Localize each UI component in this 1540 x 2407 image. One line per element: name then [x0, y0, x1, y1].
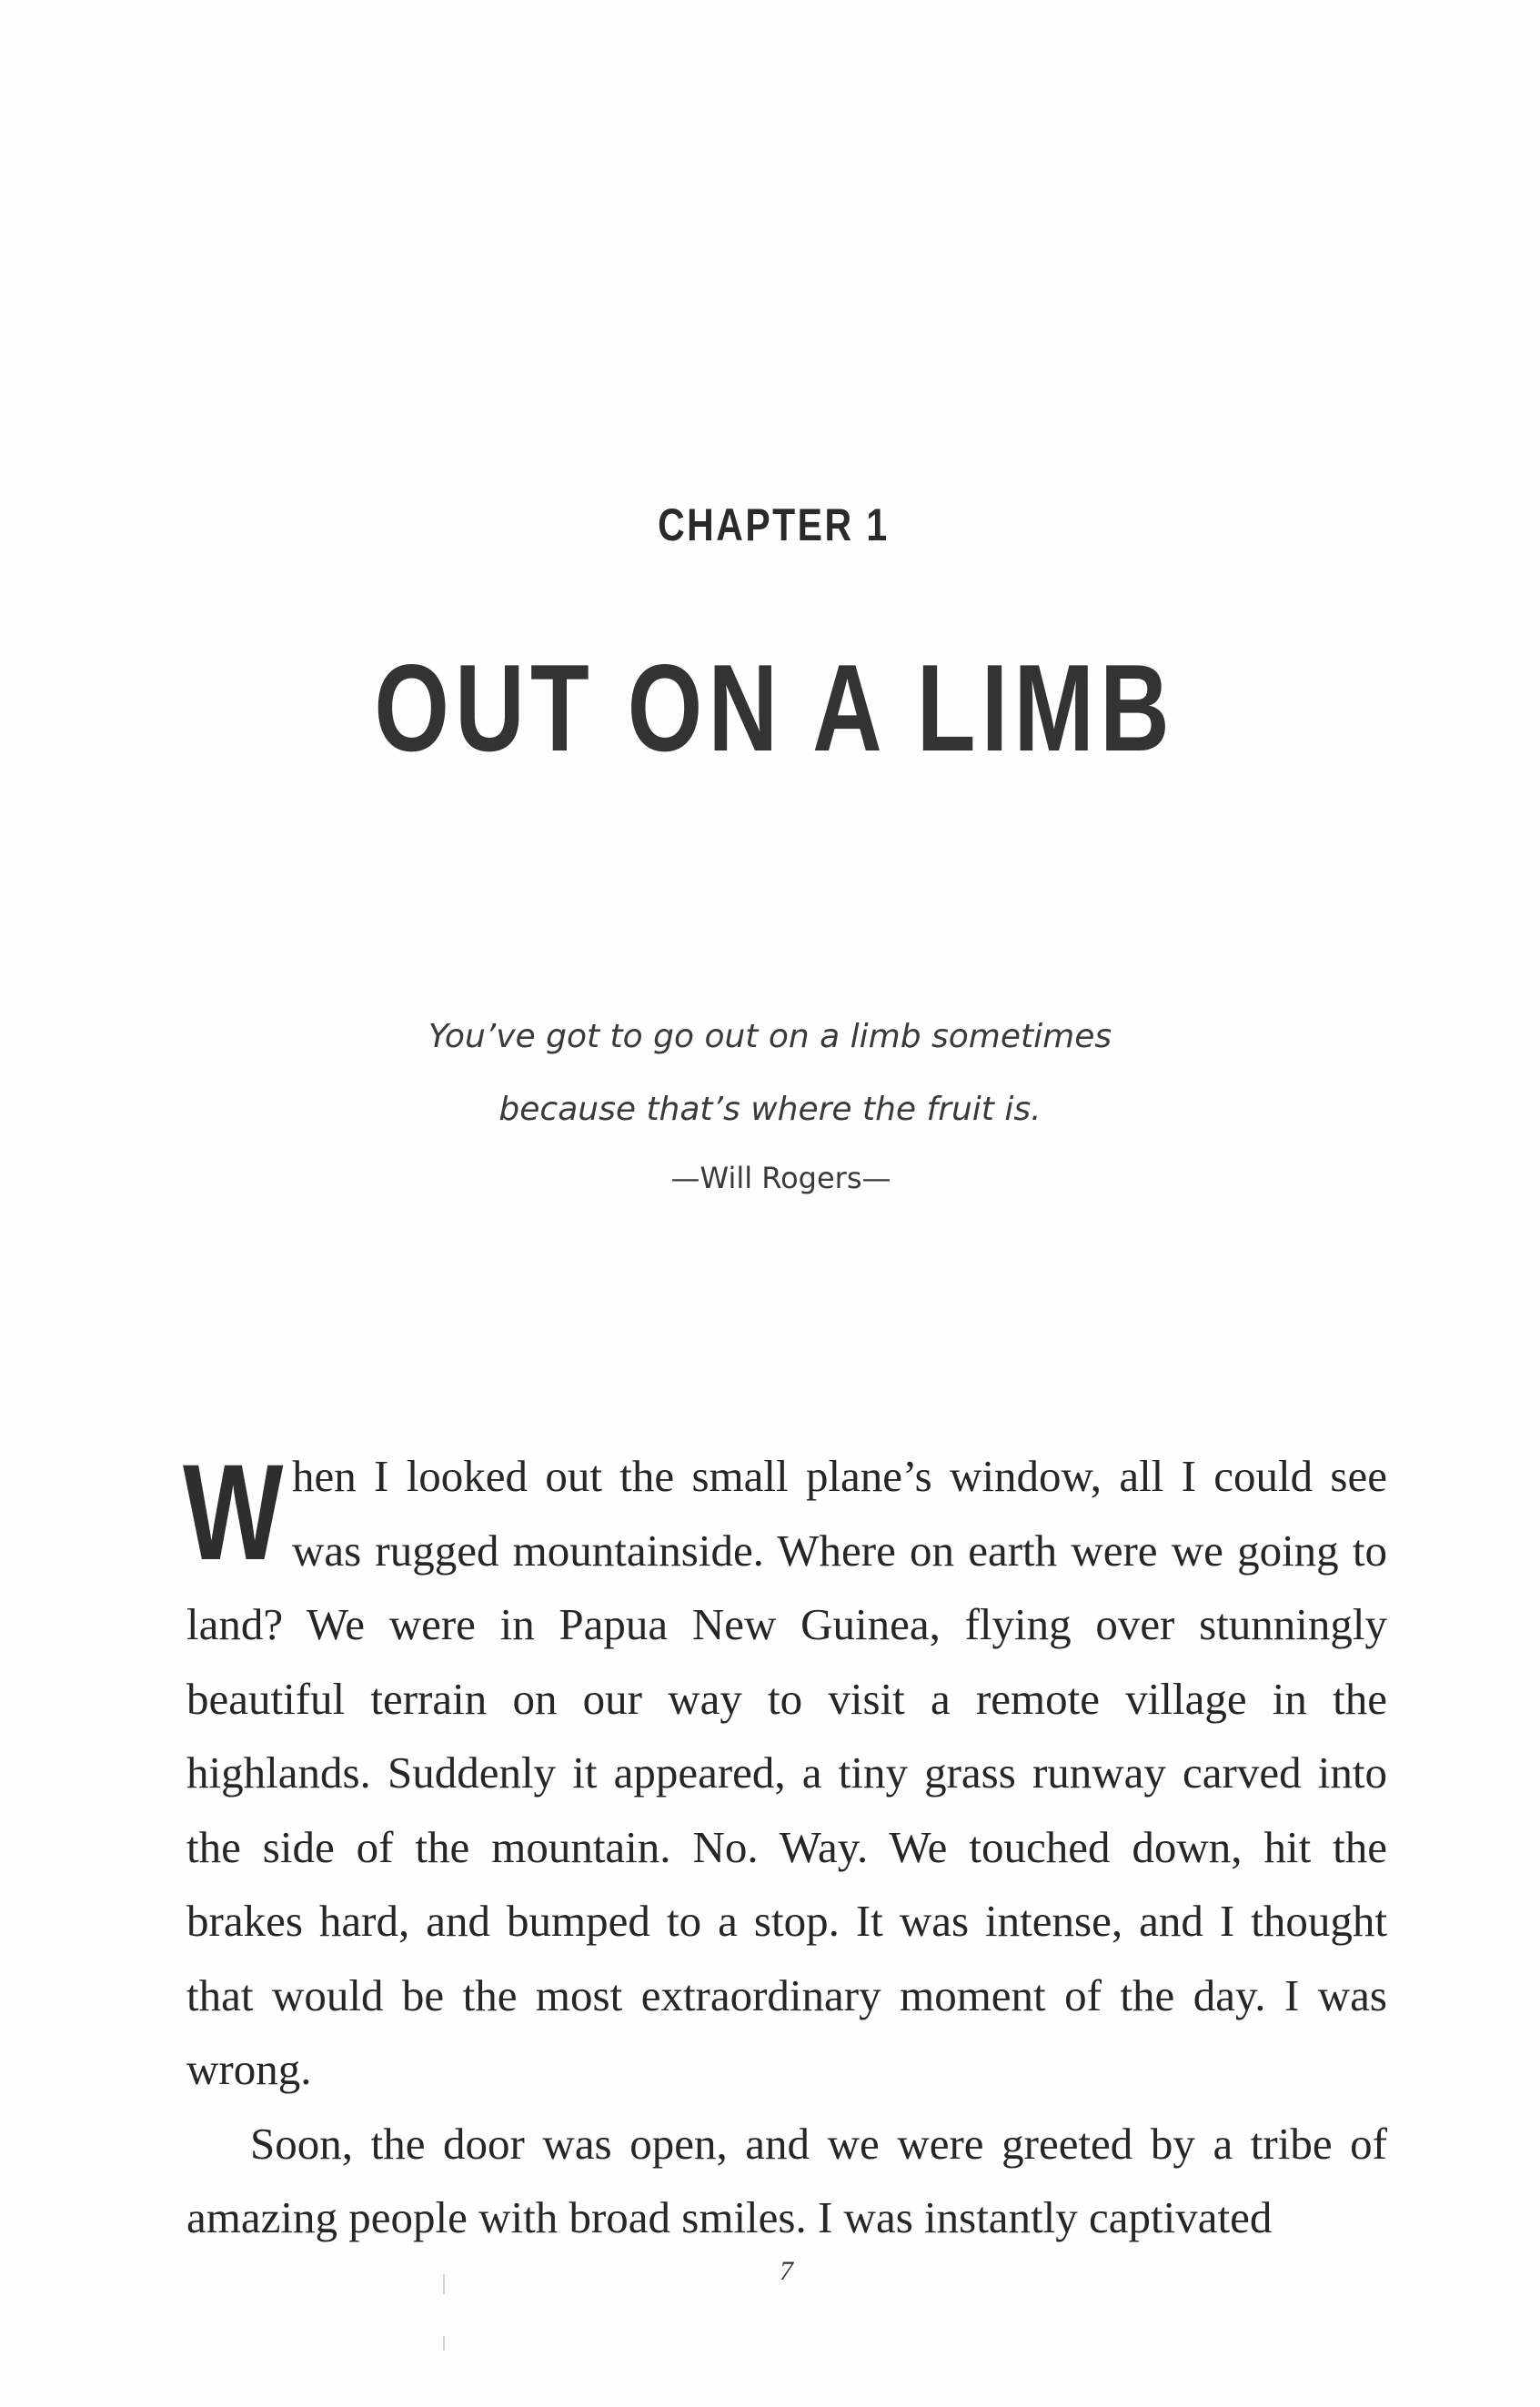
body-text: [183, 1435, 1387, 2255]
paragraph-1-text: hen I looked out the small plane’s window, all I could see was rugged mountainside. Where on earth were we going to land? We were in Papua New Guinea, flying over stunningly beautiful terrain on our way to visit a remote village in the highlands. Suddenly it appeared, a tiny grass runway carved into the side of the mountain. No. Way. We touched down, hit the brakes hard, and bumped to a stop. It was intense, and I thought that would be the most extraordinary moment of the day. I was wrong.: [186, 1451, 1387, 2094]
epigraph-attribution: —Will Rogers—: [670, 1161, 891, 1195]
chapter-title: OUT ON A LIMB: [374, 639, 1175, 777]
epigraph: [0, 1001, 1540, 1210]
epigraph-line-2: because that’s where the fruit is.: [498, 1091, 1042, 1128]
page-number: 7: [780, 2256, 793, 2286]
chapter-label: CHAPTER 1: [658, 499, 890, 550]
scan-artifact-mark: [443, 2274, 445, 2294]
scan-artifact-mark: [443, 2336, 445, 2351]
paragraph-1: [183, 1435, 1387, 2107]
drop-cap: W: [183, 1435, 284, 1588]
epigraph-line-1: You’ve got to go out on a limb sometimes: [428, 1018, 1112, 1055]
paragraph-2: Soon, the door was open, and we were greeted by a tribe of amazing people with broad smiles. I was instantly captivated: [186, 2118, 1387, 2242]
